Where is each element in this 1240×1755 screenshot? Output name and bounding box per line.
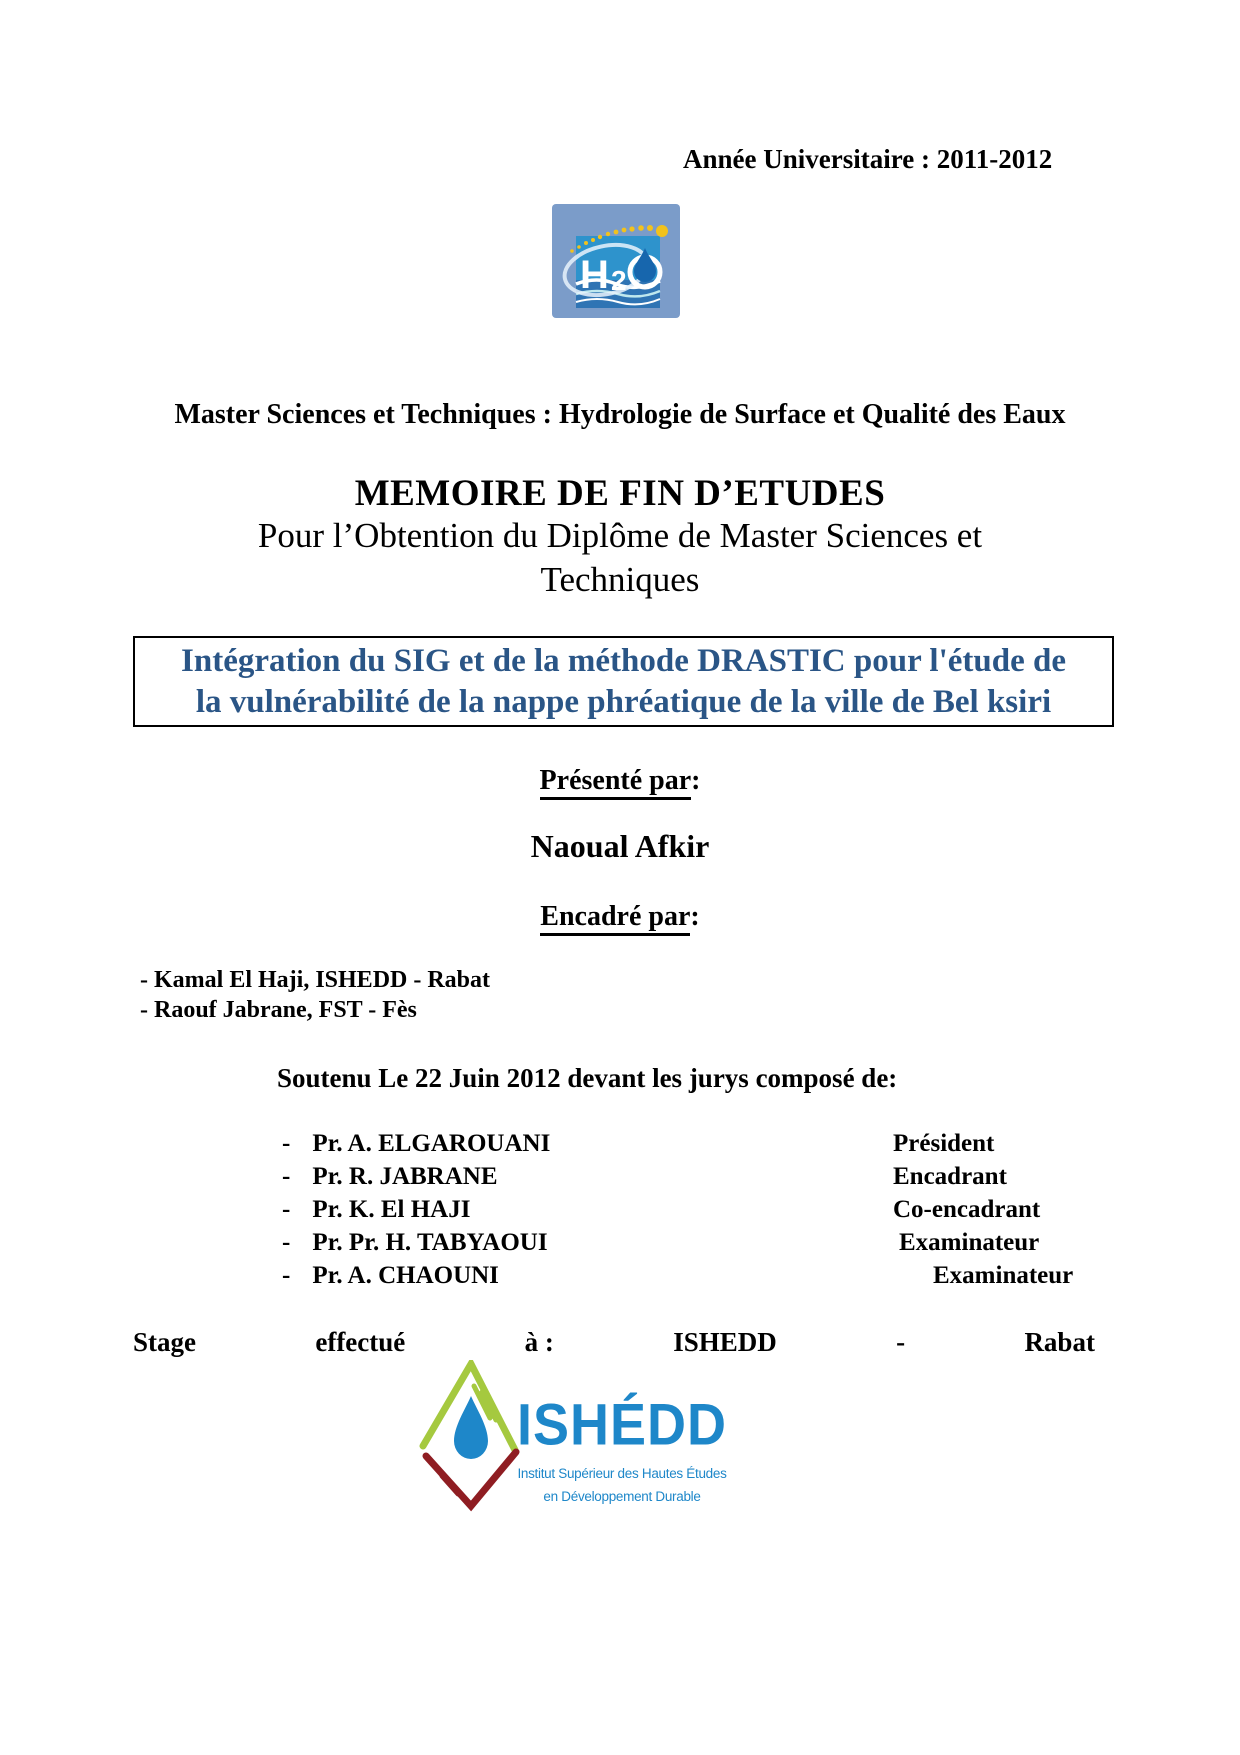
stage-word: à : [524,1327,554,1357]
h2o-logo [552,204,680,318]
h2o-digit-2: 2 [611,265,627,296]
jury-member-role: Encadrant [893,1163,1007,1190]
ishedd-subtitle-line2: en Développement Durable [543,1489,701,1504]
internship-location-line [133,1327,1095,1358]
jury-dash: - [282,1196,291,1223]
defense-intro: Soutenu Le 22 Juin 2012 devant les jurys composé de: [277,1063,898,1093]
ishedd-logo-acronym: ISHÉDD [517,1392,728,1458]
ishedd-subtitle-line1: Institut Supérieur des Hautes Études [517,1466,727,1481]
jury-row [282,1196,1041,1229]
jury-member-name: Pr. Pr. H. TABYAOUI [312,1229,548,1256]
author-name: Naoual Afkir [530,828,710,864]
jury-row [282,1130,1022,1163]
document-subtitle-line2: Techniques [540,560,700,599]
jury-row [282,1229,1040,1262]
stage-word: Stage [133,1327,196,1357]
supervised-by-colon: : [690,901,700,932]
jury-row [282,1163,1022,1196]
supervisor-item: - Kamal El Haji, ISHEDD - Rabat [140,967,491,993]
jury-member-name: Pr. A. ELGAROUANI [312,1130,551,1157]
jury-member-role: Examinateur [899,1229,1040,1256]
jury-dash: - [282,1262,291,1289]
jury-member-name: Pr. R. JABRANE [312,1163,498,1190]
h2o-logo-graphic [552,204,680,318]
presented-by-label [0,765,1240,797]
jury-dash: - [282,1130,291,1157]
presented-by-text: Présenté par [540,765,692,800]
stage-word: Rabat [1024,1327,1095,1357]
thesis-title-line1: Intégration du SIG et de la méthode DRASTIC pour l'étude de [181,643,1066,679]
supervisor-item: - Raouf Jabrane, FST - Fès [140,997,417,1023]
jury-dash: - [282,1229,291,1256]
jury-member-name: Pr. A. CHAOUNI [312,1262,499,1289]
thesis-title-box [133,636,1114,727]
jury-member-role: Examinateur [933,1262,1074,1289]
jury-row [282,1262,1074,1295]
jury-member-role: Président [893,1130,995,1157]
supervised-by-text: Encadré par [540,901,690,936]
thesis-title-line2: la vulnérabilité de la nappe phréatique de la ville de Bel ksiri [195,684,1052,720]
stage-word: ISHEDD [673,1327,777,1357]
document-type-title: MEMOIRE DE FIN D’ETUDES [354,473,886,514]
jury-member-role: Co-encadrant [893,1196,1041,1223]
supervised-by-label [0,901,1240,933]
presented-by-colon: : [691,765,701,796]
stage-word: effectué [315,1327,406,1357]
red-hatch-lines [430,1460,458,1494]
jury-dash: - [282,1163,291,1190]
program-title: Master Sciences et Techniques : Hydrologie de Surface et Qualité des Eaux [174,399,1066,430]
supervisor-list [140,965,490,1025]
h2o-letter-h: H [580,253,609,297]
stage-word: - [896,1327,906,1357]
document-subtitle-line1: Pour l’Obtention du Diplôme de Master Sciences et [257,516,983,555]
academic-year: Année Universitaire : 2011-2012 [683,144,1053,174]
sun-icon [656,225,668,237]
jury-member-name: Pr. K. El HAJI [312,1196,471,1223]
ishedd-logo-subtitle [502,1462,742,1508]
